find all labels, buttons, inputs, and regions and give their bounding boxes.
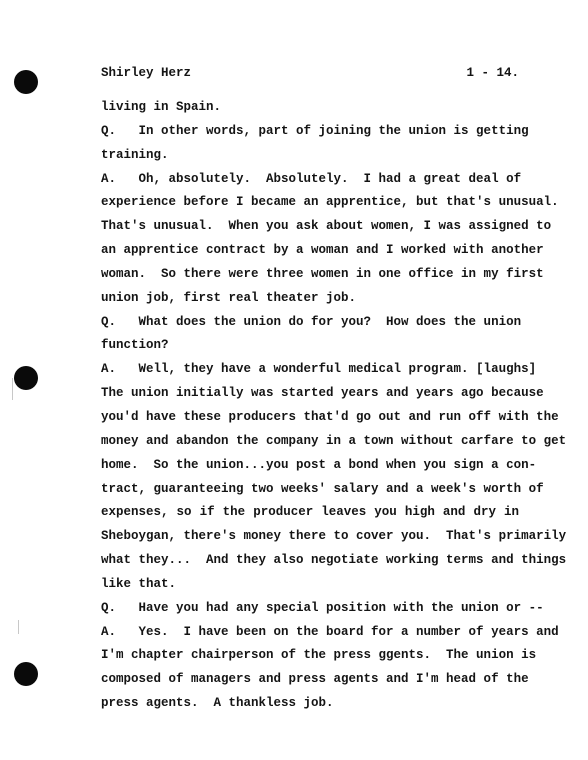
binder-hole-top	[14, 70, 38, 94]
page-number: 1 - 14.	[466, 66, 519, 80]
transcript-line: training.	[101, 147, 169, 162]
transcript-line: A. Yes. I have been on the board for a number of years and	[101, 624, 559, 639]
page-header	[101, 64, 519, 82]
transcript-line: press agents. A thankless job.	[101, 696, 334, 711]
scan-mark	[18, 620, 19, 634]
transcript-line: That's unusual. When you ask about women, I was assigned to	[101, 219, 552, 234]
transcript-line: I'm chapter chairperson of the press ggents. The union is	[101, 648, 537, 663]
transcript-line: experience before I became an apprentice, but that's unusual.	[101, 195, 559, 210]
transcript-line: tract, guaranteeing two weeks' salary and a week's worth of	[101, 481, 544, 496]
transcript-line: you'd have these producers that'd go out and run off with the	[101, 409, 559, 424]
transcript-line: an apprentice contract by a woman and I worked with another	[101, 243, 544, 258]
transcript-line: money and abandon the company in a town without carfare to get	[101, 433, 567, 448]
transcript-line: A. Well, they have a wonderful medical program. [laughs]	[101, 362, 537, 377]
transcript-line: function?	[101, 338, 169, 353]
transcript-body	[101, 96, 567, 716]
transcript-line: Q. In other words, part of joining the union is getting	[101, 123, 529, 138]
transcript-line: living in Spain.	[101, 100, 222, 114]
interviewee-name: Shirley Herz	[101, 66, 192, 80]
transcript-line: what they... And they also negotiate working terms and things	[101, 553, 567, 568]
transcript-line: Sheboygan, there's money there to cover you. That's primarily	[101, 529, 567, 544]
binder-hole-bottom	[14, 662, 38, 686]
transcript-line: home. So the union...you post a bond when you sign a con-	[101, 457, 537, 472]
transcript-line: expenses, so if the producer leaves you high and dry in	[101, 505, 519, 520]
scan-mark	[12, 378, 13, 400]
binder-hole-middle	[14, 366, 38, 390]
transcript-line: like that.	[101, 576, 177, 591]
transcript-line: woman. So there were three women in one office in my first	[101, 266, 544, 281]
transcript-line: A. Oh, absolutely. Absolutely. I had a great deal of	[101, 171, 522, 186]
transcript-line: Q. Have you had any special position with the union or --	[101, 600, 544, 615]
transcript-line: Q. What does the union do for you? How does the union	[101, 314, 522, 329]
transcript-line: The union initially was started years and years ago because	[101, 386, 544, 401]
transcript-line: composed of managers and press agents and I'm head of the	[101, 672, 529, 687]
transcript-line: union job, first real theater job.	[101, 290, 357, 305]
